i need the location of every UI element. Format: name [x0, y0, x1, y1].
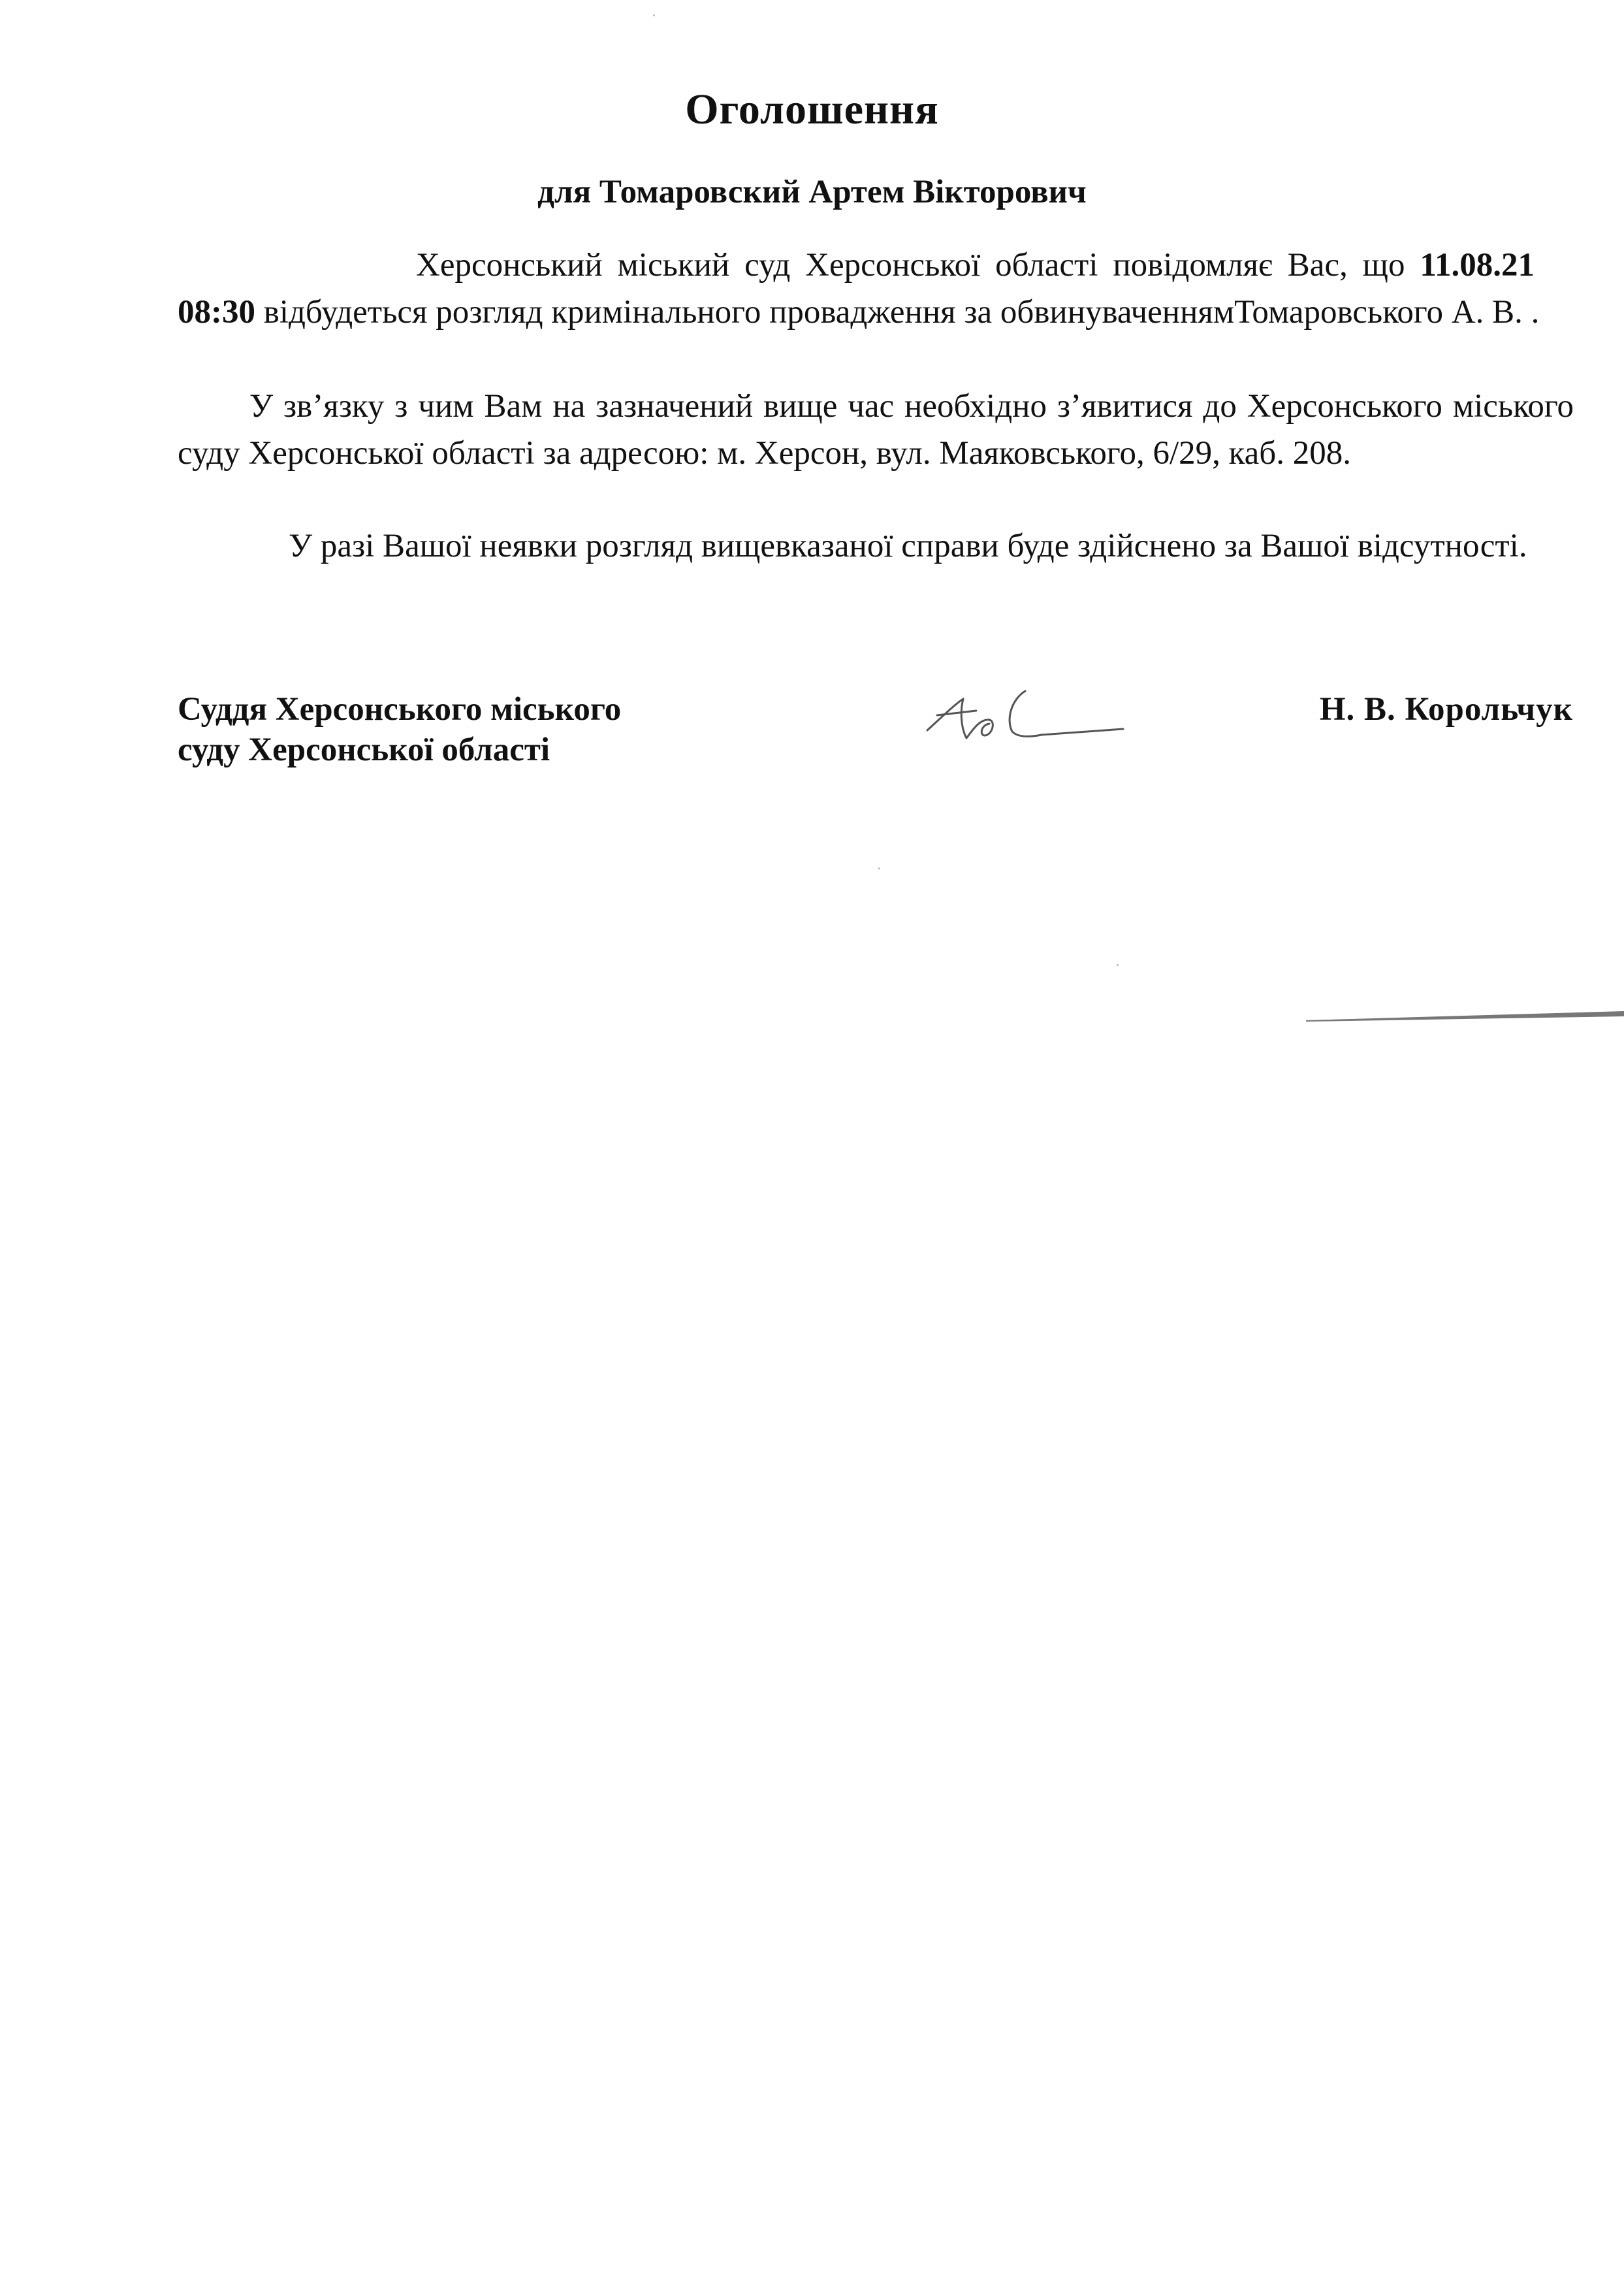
court-intro-text: Херсонський міський суд Херсонської області повідомляє Вас, що — [416, 247, 1405, 283]
paragraph-appearance — [178, 383, 1574, 477]
hearing-date: 11.08.21 — [1420, 247, 1535, 283]
signatory-title-line-2: суду Херсонської області — [178, 732, 550, 768]
hearing-time: 08:30 — [178, 294, 255, 331]
appearance-text: У зв’язку з чим Вам на зазначений вище час необхідно з’явитися до Херсонського міського суду Херсонської області за адресою: м. Херсон, вул. Маяковського, 6/29, каб. 208. — [178, 388, 1574, 472]
addressee-line: для Томаровский Артем Вікторович — [537, 174, 1087, 210]
scan-speck — [878, 867, 880, 869]
hearing-details-text: відбудеться розгляд кримінального провадження за обвинуваченнямТомаровського А. В. . — [263, 294, 1540, 331]
paragraph-absence-warning — [178, 523, 1574, 570]
scan-speck — [653, 14, 655, 16]
paragraph-hearing-notice — [178, 242, 1574, 336]
absence-warning-text: У разі Вашої неявки розгляд вищевказаної справи буде здійснено за Вашої відсутності. — [289, 528, 1527, 564]
handwritten-signature — [914, 679, 1130, 751]
signatory-title-line-1: Суддя Херсонського міського — [178, 691, 622, 728]
signatory-name: Н. В. Корольчук — [1319, 691, 1573, 728]
signatory-title — [178, 689, 621, 770]
document-title: Оголошення — [685, 86, 939, 133]
scan-edge-artifact — [1306, 999, 1624, 1026]
scan-speck — [1117, 964, 1119, 966]
